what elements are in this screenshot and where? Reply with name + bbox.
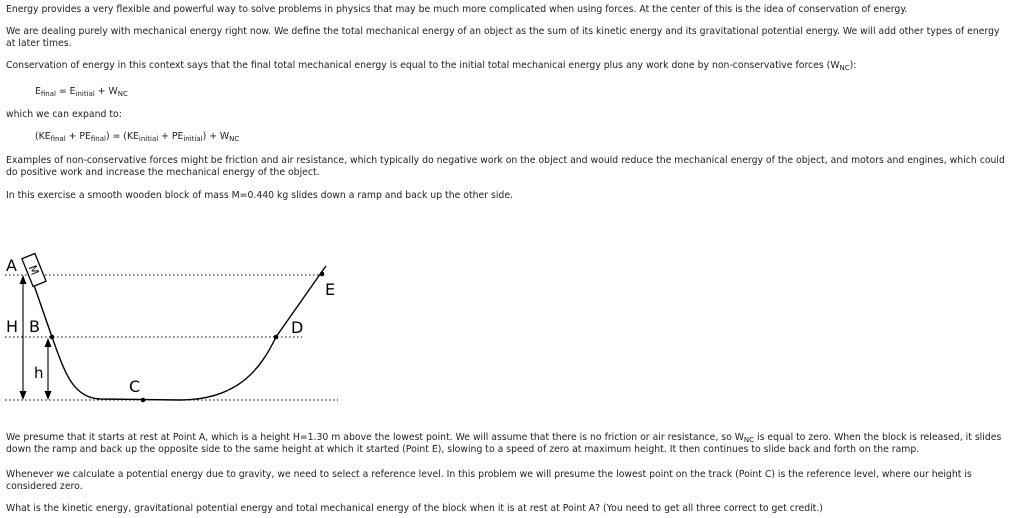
block-label: M <box>25 263 42 278</box>
conservation-equation: $E_{final} = E_{initial} + W_{NC}$ <box>35 86 128 98</box>
ramp-track <box>28 266 326 400</box>
point-c-dot <box>141 398 146 403</box>
label-h-small: h <box>34 364 44 382</box>
ramp-diagram <box>0 240 345 410</box>
expanded-equation: $(KE_{final} + PE_{final}) = (KE_{initial} + PE_{initial}) + W_{NC}$ <box>35 131 240 143</box>
definition-text: We are dealing purely with mechanical energy right now. We define the total mechanical energy of an object as the sum of its kinetic energy and its gravitational potential energy. We will add other types of energy at later times. <box>6 26 1000 49</box>
point-e-dot <box>320 272 325 277</box>
presume-paragraph: We presume that it starts at rest at Point A, which is a height H=1.30 m above the lowest point. We will assume that there is no friction or air resistance, so $W_{NC}$ is equal to zero. When the block is released, it slides down the ramp and back up the opposite side to the same height at which it started (Point E), slowing to a speed of zero at maximum height. It then continues to slide back and forth on the ramp. <box>6 432 1002 455</box>
label-e: E <box>325 280 336 299</box>
label-b: B <box>29 317 40 336</box>
conservation-paragraph: Conservation of energy in this context says that the final total mechanical energy is equal to the initial total mechanical energy plus any work done by non-conservative forces $(W_{NC})$: <box>6 60 857 72</box>
question-paragraph: What is the kinetic energy, gravitational potential energy and total mechanical energy of the block when it is at rest at Point A? (You need to get all three correct to get credit.) <box>6 503 823 514</box>
label-h-big: H <box>6 317 19 336</box>
point-b-dot <box>50 335 55 340</box>
label-a: A <box>6 256 17 275</box>
expand-text: which we can expand to: <box>6 109 122 120</box>
exercise-paragraph: In this exercise a smooth wooden block of mass M=0.440 kg slides down a ramp and back up the other side. <box>6 190 513 201</box>
label-c: C <box>129 377 141 396</box>
reference-paragraph: Whenever we calculate a potential energy due to gravity, we need to select a reference level. In this problem we will presume the lowest point on the track (Point C) is the reference level, where our height is considered zero. <box>6 469 972 492</box>
definition-paragraph <box>6 26 1008 50</box>
label-d: D <box>291 318 304 337</box>
point-d-dot <box>274 335 279 340</box>
intro-paragraph: Energy provides a very flexible and powerful way to solve problems in physics that may be much more complicated when using forces. At the center of this is the idea of conservation of energy. <box>6 4 908 15</box>
examples-paragraph: Examples of non-conservative forces might be friction and air resistance, which typically do negative work on the object and would reduce the mechanical energy of the object, and motors and engines, which could do positive work and increase the mechanical energy of the object. <box>6 155 1005 178</box>
